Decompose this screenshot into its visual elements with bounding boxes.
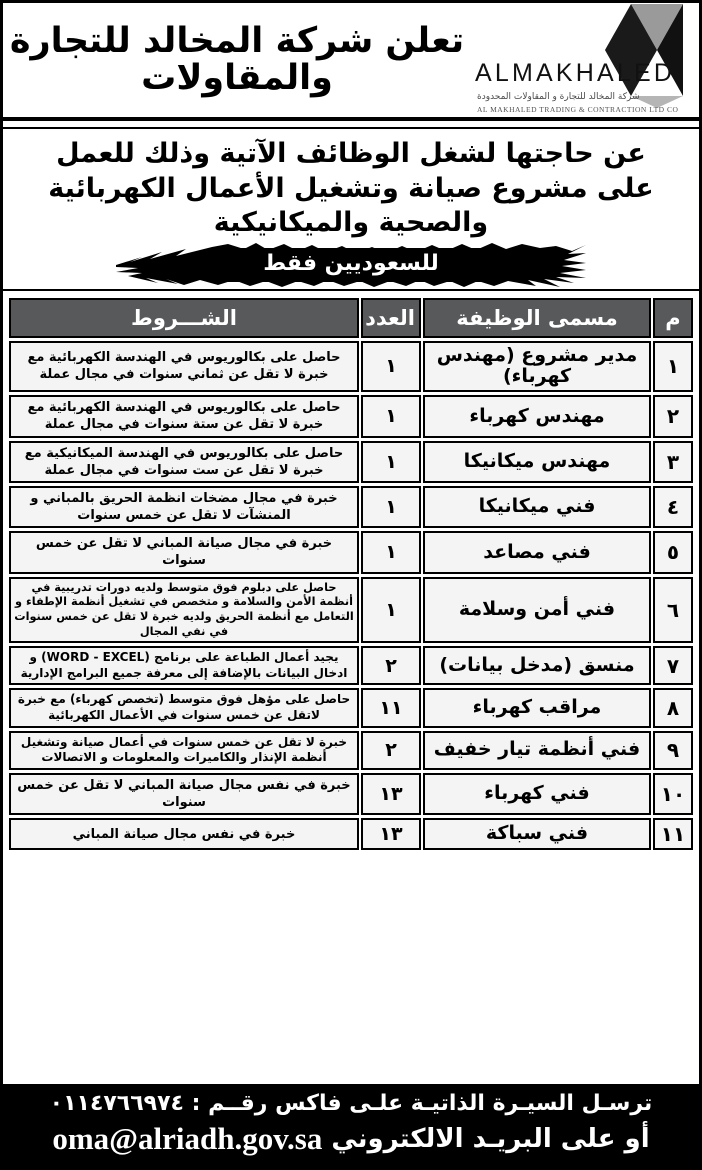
cell-job-title: مراقب كهرباء <box>423 688 651 727</box>
cell-row-number: ٢ <box>653 395 693 437</box>
divider-under-logo <box>3 119 699 129</box>
cell-vacancy-count: ١ <box>361 395 421 437</box>
cell-job-title: فني ميكانيكا <box>423 486 651 528</box>
cell-row-number: ٩ <box>653 731 693 770</box>
column-header-count: العدد <box>361 298 421 338</box>
company-headline: تعلن شركة المخالد للتجارة والمقاولات <box>9 21 465 98</box>
cell-vacancy-count: ١ <box>361 531 421 573</box>
table-row <box>9 646 693 685</box>
table-header-row <box>9 298 693 338</box>
cell-conditions: خبرة في مجال مضخات انظمة الحريق بالمباني و المنشآت لا تقل عن خمس سنوات <box>9 486 359 528</box>
intro-line-1: عن حاجتها لشغل الوظائف الآتية وذلك للعمل <box>56 138 646 169</box>
cell-vacancy-count: ١ <box>361 441 421 483</box>
cell-conditions: خبرة في مجال صيانة المباني لا تقل عن خمس سنوات <box>9 531 359 573</box>
cell-job-title: فني كهرباء <box>423 773 651 815</box>
cell-row-number: ٦ <box>653 577 693 644</box>
cell-vacancy-count: ١ <box>361 486 421 528</box>
cell-conditions: حاصل على دبلوم فوق متوسط ولديه دورات تدريبية في أنظمة الأمن والسلامة و متخصص في تشغيل أنظمة الإطفاء و التعامل مع أنظمة الحريق ولديه خبرة لا تقل عن خمس سنوات في نفي المجال <box>9 577 359 644</box>
banner-label: للسعوديين فقط <box>263 250 439 276</box>
column-header-title: مسمى الوظيفة <box>423 298 651 338</box>
contact-footer <box>3 1084 699 1167</box>
jobs-table <box>7 295 695 854</box>
table-row <box>9 731 693 770</box>
cell-conditions: خبرة في نفس مجال صيانة المباني <box>9 818 359 850</box>
table-row <box>9 441 693 483</box>
cell-job-title: مدير مشروع (مهندس كهرباء) <box>423 341 651 393</box>
cell-job-title: مهندس ميكانيكا <box>423 441 651 483</box>
table-row <box>9 688 693 727</box>
cell-vacancy-count: ٢ <box>361 731 421 770</box>
logo-subtitle-arabic: شركة المخالد للتجارة و المقاولات المحدودة <box>477 92 640 102</box>
company-logo <box>467 2 699 118</box>
cell-row-number: ٧ <box>653 646 693 685</box>
table-row <box>9 531 693 573</box>
table-row <box>9 486 693 528</box>
table-row <box>9 395 693 437</box>
table-row <box>9 818 693 850</box>
cell-row-number: ٥ <box>653 531 693 573</box>
cell-job-title: فني سباكة <box>423 818 651 850</box>
cell-vacancy-count: ١١ <box>361 688 421 727</box>
cell-conditions: حاصل على بكالوريوس في الهندسة الكهربائية مع خبرة لا تقل عن ستة سنوات في مجال عملة <box>9 395 359 437</box>
table-row <box>9 577 693 644</box>
table-header <box>9 298 693 338</box>
fax-number: ٠١١٤٧٦٦٩٧٤ <box>49 1091 184 1117</box>
cell-row-number: ٤ <box>653 486 693 528</box>
cell-job-title: فني مصاعد <box>423 531 651 573</box>
cell-row-number: ١٠ <box>653 773 693 815</box>
email-label: أو على البريـد الالكتروني <box>331 1123 650 1154</box>
intro-line-2: على مشروع صيانة وتشغيل الأعمال الكهربائية والصحية والميكانيكية <box>48 172 654 239</box>
cell-vacancy-count: ١٣ <box>361 818 421 850</box>
cell-job-title: مهندس كهرباء <box>423 395 651 437</box>
cell-vacancy-count: ١٣ <box>361 773 421 815</box>
cell-conditions: خبرة لا تقل عن خمس سنوات في أعمال صيانة وتشغيل أنظمة الإنذار والكاميرات والمعلومات و الاتصالات <box>9 731 359 770</box>
email-line <box>3 1119 699 1159</box>
logo-band <box>3 3 699 119</box>
cell-row-number: ١ <box>653 341 693 393</box>
cell-conditions: حاصل على مؤهل فوق متوسط (تخصص كهرباء) مع خبرة لاتقل عن خمس سنوات في الأعمال الكهربائية <box>9 688 359 727</box>
cell-row-number: ٨ <box>653 688 693 727</box>
cell-job-title: فني أمن وسلامة <box>423 577 651 644</box>
column-header-conditions: الشـــروط <box>9 298 359 338</box>
cell-row-number: ٣ <box>653 441 693 483</box>
cell-conditions: حاصل على بكالوريوس في الهندسة الكهربائية مع خبرة لا تقل عن ثماني سنوات في مجال عملة <box>9 341 359 393</box>
intro-text <box>3 129 699 243</box>
table-row <box>9 773 693 815</box>
cell-conditions: حاصل على بكالوريوس في الهندسة الميكانيكية مع خبرة لا تقل عن ست سنوات في مجال عملة <box>9 441 359 483</box>
logo-subtitle-english: AL MAKHALED TRADING & CONTRACTION LTD CO <box>477 105 679 114</box>
jobs-table-wrap <box>3 295 699 854</box>
cell-vacancy-count: ٢ <box>361 646 421 685</box>
cell-conditions: خبرة في نفس مجال صيانة المباني لا تقل عن خمس سنوات <box>9 773 359 815</box>
column-header-no: م <box>653 298 693 338</box>
email-address[interactable]: oma@alriadh.gov.sa <box>52 1120 323 1156</box>
cell-vacancy-count: ١ <box>361 341 421 393</box>
cell-conditions: يجيد أعمال الطباعة على برنامج (WORD - EXCEL) و ادخال البيانات بالإضافة إلى معرفة جميع البرامج الإدارية <box>9 646 359 685</box>
cell-row-number: ١١ <box>653 818 693 850</box>
table-body <box>9 341 693 851</box>
saudis-only-banner <box>3 241 699 289</box>
cell-job-title: فني أنظمة تيار خفيف <box>423 731 651 770</box>
logo-wordmark: ALMAKHALED <box>475 59 676 87</box>
fax-label: ترسـل السيـرة الذاتيـة علـى فاكس رقــم : <box>191 1091 653 1117</box>
cell-job-title: منسق (مدخل بيانات) <box>423 646 651 685</box>
fax-line <box>3 1090 699 1119</box>
cell-vacancy-count: ١ <box>361 577 421 644</box>
table-row <box>9 341 693 393</box>
